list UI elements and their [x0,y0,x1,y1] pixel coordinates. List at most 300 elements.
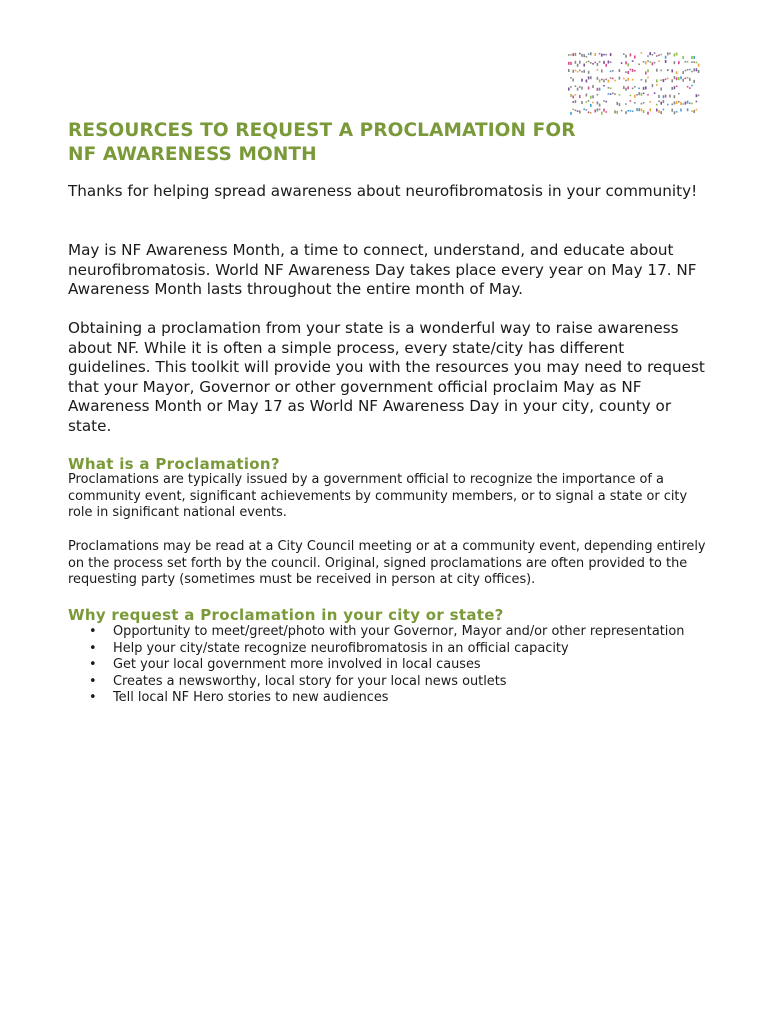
logo-dot [687,61,689,63]
logo-dot [676,53,678,56]
logo-dot [647,55,649,57]
logo-dot [594,53,596,56]
logo-dot [636,108,638,111]
logo-dot [614,110,616,113]
logo-dot [625,88,627,91]
logo-dot [586,109,588,111]
logo-dot [689,69,691,71]
logo-dot [614,93,616,95]
logo-dot [579,110,581,113]
logo-dot [660,79,662,81]
logo-dot [643,87,645,90]
logo-dot [641,103,643,105]
logo-dot [588,100,590,102]
logo-dot [603,109,605,112]
logo-dot [625,80,627,82]
logo-dot [570,54,572,56]
logo-dot [691,110,693,112]
logo-dot [592,102,594,104]
why-request-heading: Why request a Proclamation in your city or state? [68,606,504,624]
logo-dot [678,93,680,95]
logo-dot [579,61,581,64]
logo-dot [575,110,577,112]
logo-dot [605,79,607,81]
logo-dot [674,76,676,79]
page-title [68,119,688,167]
logo-dot [581,54,583,57]
logo-dot [625,111,627,114]
logo-dot [647,69,649,72]
logo-dot [691,85,693,87]
logo-dot [687,108,689,111]
logo-dot [570,94,572,97]
logo-dot [599,88,601,91]
logo-dot [605,54,607,56]
logo-dot [608,61,610,64]
logo-dot [698,95,700,97]
logo-dot [616,102,618,105]
logo-dot [671,109,673,112]
logo-dot [627,71,629,74]
logo-dot [693,80,695,83]
logo-dot [588,87,590,90]
logo-dot [619,94,621,96]
logo-dot [698,70,700,73]
logo-dot [597,77,599,80]
logo-dot [674,95,676,98]
logo-dot [594,62,596,64]
logo-dot [586,61,588,63]
logo-dot [612,70,614,72]
logo-dot [632,111,634,113]
logo-dot [654,92,656,94]
list-item [68,641,688,658]
logo-dot [627,110,629,112]
logo-dot [597,94,599,96]
logo-dot [592,95,594,98]
logo-dot [581,79,583,82]
logo-dot [656,104,658,106]
logo-dot [678,101,680,103]
logo-dot [601,70,603,73]
logo-dot [610,77,612,79]
logo-dot [572,95,574,98]
logo-dot [696,62,698,64]
logo-dot [638,108,640,111]
logo-dot [687,101,689,104]
logo-dot [682,79,684,82]
logo-dot [676,111,678,113]
logo-dot [689,87,691,89]
logo-dot [685,78,687,80]
logo-dot [592,63,594,65]
logo-dot [601,112,603,115]
logo-dot [674,86,676,89]
logo-dot [649,61,651,63]
logo-dot [627,63,629,66]
logo-dot [632,69,634,72]
logo-dot [588,61,590,63]
logo-dot [610,53,612,56]
logo-dot [680,109,682,112]
what-is-proclamation-paragraph-1: Proclamations are typically issued by a government official to recognize the importance of a community event, significant achievements by community members, or to signal a state or city role in significant national events. [68,472,688,521]
logo-dot [685,102,687,105]
logo-dot [590,52,592,55]
logo-dot [579,53,581,55]
logo-dot [641,52,643,54]
logo-dot [643,61,645,63]
logo-dot [678,77,680,80]
logo-dot [586,101,588,103]
logo-dot [612,78,614,80]
logo-dot [623,86,625,89]
logo-dot [671,79,673,82]
logo-dot [660,111,662,114]
logo-dot [674,102,676,105]
logo-dot [572,101,574,103]
logo-dot [665,56,667,59]
logo-dot [641,93,643,96]
what-is-proclamation-heading: What is a Proclamation? [68,455,280,473]
logo-dot [693,61,695,63]
logo-dot [603,79,605,82]
logo-dot [597,108,599,111]
logo-dot [665,60,667,63]
logo-dot [687,86,689,88]
page-title-line-2: NF AWARENESS MONTH [68,144,317,165]
logo-dot [645,72,647,75]
logo-dot [687,69,689,71]
logo-dot [590,112,592,114]
logo-dot [649,101,651,103]
logo-dot [627,78,629,81]
logo-dot [623,53,625,55]
logo-dot [583,64,585,67]
logo-dot [581,87,583,90]
logo-dot [592,85,594,88]
logo-dot [575,100,577,103]
logo-dot [577,64,579,67]
logo-dot [568,62,570,65]
logo-dot [689,78,691,81]
logo-dot [696,68,698,71]
logo-dot [610,61,612,63]
logo-dot [621,110,623,112]
logo-dot [663,100,665,103]
logo-dot [575,70,577,72]
logo-dot [674,61,676,64]
logo-dot [601,54,603,57]
logo-dot [572,109,574,111]
logo-dot [621,62,623,64]
logo-dot [658,95,660,98]
logo-dot [588,112,590,114]
logo-dot [603,100,605,102]
logo-dot [599,61,601,63]
logo-dot [632,60,634,62]
logo-dot [649,52,651,55]
logo-dot [645,79,647,82]
logo-dot [658,60,660,62]
logo-dot [625,103,627,105]
logo-dot [588,53,590,55]
logo-dot [654,62,656,64]
logo-dot [570,86,572,88]
logo-dot [680,102,682,105]
logo-dot [568,54,570,56]
logo-dot [682,56,684,59]
logo-dot [665,79,667,81]
logo-dot [641,108,643,111]
logo-dot [577,71,579,73]
logo-dot [647,112,649,115]
logo-dot [656,69,658,72]
logo-dot [658,101,660,103]
logo-dot [658,110,660,113]
logo-dot [685,61,687,63]
list-item-text: Creates a newsworthy, local story for your local news outlets [113,673,507,689]
logo-dot [665,95,667,98]
logo-dot [590,62,592,64]
logo-dot [597,63,599,66]
logo-dot [583,70,585,73]
logo-dot [597,101,599,104]
logo-dot [682,103,684,105]
logo-dot [667,69,669,71]
logo-dot [645,61,647,64]
logo-dot [619,77,621,80]
logo-dot [577,88,579,91]
logo-dot [658,55,660,57]
logo-dot [647,60,649,62]
logo-dot [678,61,680,64]
list-item [68,674,688,691]
logo-dot [610,93,612,95]
logo-dot [643,93,645,95]
logo-dot [671,69,673,72]
logo-dot [614,80,616,82]
logo-dot [619,103,621,106]
logo-dot [597,88,599,91]
logo-dot [630,100,632,102]
logo-dot [586,80,588,83]
logo-dot [685,70,687,72]
logo-dot [603,61,605,64]
logo-dot [594,110,596,113]
logo-dot [599,104,601,107]
logo-dot [693,110,695,113]
logo-dot [638,92,640,95]
list-item [68,657,688,674]
logo-dot [572,53,574,56]
logo-dot [634,56,636,59]
logo-dot [660,88,662,91]
logo-dot [691,61,693,63]
logo-dot [691,71,693,73]
logo-dot [689,103,691,105]
logo-dot [634,95,636,98]
logo-dot [676,77,678,80]
what-is-proclamation-paragraph-2: Proclamations may be read at a City Council meeting or at a community event, depending entirely on the process set forth by the council. Original, signed proclamations are often provided to the requesting party (sometimes must be received in person at city offices). [68,539,706,588]
bullet-icon: • [89,657,97,673]
list-item-text: Opportunity to meet/greet/photo with your Governor, Mayor and/or other representation [113,624,685,639]
logo-dot [630,95,632,97]
logo-dot [605,111,607,113]
logo-dot [656,84,658,86]
logo-dot [638,88,640,90]
intro-paragraph-3: Obtaining a proclamation from your state is a wonderful way to raise awareness about NF. While it is often a simple process, every state/city has different guidelines. This toolkit will provide you with the resources you may need to request that your Mayor, Governor or other government official proclaim May as NF Awareness Month or May 17 as World NF Awareness Day in your city, county or state. [68,319,705,435]
logo-dot [579,70,581,72]
logo-dot [691,103,693,105]
logo-dot [656,109,658,112]
logo-dot [674,54,676,57]
list-item-text: Tell local NF Hero stories to new audiences [113,690,389,706]
logo-dot [630,53,632,56]
logo-dot [652,54,654,56]
list-item [68,690,688,707]
logo-dot [647,94,649,96]
logo-dot [581,71,583,73]
logo-dot [632,79,634,81]
logo-dot [663,79,665,82]
logo-dot [586,56,588,58]
logo-dot [612,92,614,94]
logo-dot [687,77,689,79]
logo-dot [656,79,658,82]
logo-dot [568,88,570,91]
logo-dot [610,71,612,73]
logo-dot [570,112,572,115]
bullet-icon: • [89,640,97,656]
logo-dot [656,55,658,57]
logo-dot [619,69,621,72]
logo-dot [590,104,592,107]
logo-dot [676,71,678,74]
logo-dot [680,76,682,79]
logo-dot [583,109,585,111]
logo-dot [667,52,669,55]
logo-dot [667,104,669,106]
logo-dot [625,61,627,64]
intro-paragraph-1: Thanks for helping spread awareness about neurofibromatosis in your community! [68,182,698,200]
logo-dot [671,87,673,90]
logo-dot [597,69,599,71]
logo-dot [605,64,607,67]
logo-dot [654,52,656,54]
logo-dot [610,88,612,90]
logo-dot [649,108,651,111]
logo-dot [575,53,577,56]
logo-dot [588,71,590,74]
logo-dot [605,101,607,103]
logo-dot [572,70,574,73]
logo-dot [575,94,577,96]
logo-dot [603,85,605,87]
logo-dot [577,110,579,112]
logo-dot [660,70,662,72]
logo-dot [671,104,673,106]
logo-dot [590,96,592,99]
logo-dot [603,54,605,56]
logo-dot [638,64,640,66]
logo-dot [630,110,632,112]
logo-dot [583,54,585,57]
logo-dot [588,76,590,79]
logo-dot [616,111,618,114]
logo-dot [660,54,662,56]
logo-dot [608,93,610,95]
logo-dot [634,86,636,88]
intro-paragraph-2: May is NF Awareness Month, a time to connect, understand, and educate about neurofibromatosis. World NF Awareness Day takes place every year on May 17. NF Awareness Month lasts throughout the entire month of May. [68,241,697,299]
logo-dot [608,80,610,83]
logo-dot [643,110,645,113]
logo-dot [641,79,643,81]
logo-dot [568,69,570,72]
logo-dot [608,87,610,89]
logo-dot [570,77,572,79]
logo-dot [669,53,671,55]
organization-logo-icon [566,48,702,116]
logo-dot [698,64,700,67]
logo-dot [625,71,627,73]
logo-dot [630,69,632,71]
why-request-list [68,624,688,707]
logo-dot [586,94,588,97]
logo-dot [570,62,572,65]
logo-dot [575,61,577,64]
page-title-line-1: RESOURCES TO REQUEST A PROCLAMATION FOR [68,120,576,141]
logo-dot [693,68,695,71]
logo-dot [599,53,601,55]
logo-dot [645,86,647,89]
logo-dot [575,85,577,87]
logo-dot [590,76,592,79]
logo-dot [660,102,662,105]
logo-dot [682,71,684,74]
bullet-icon: • [89,690,97,706]
logo-dot [693,56,695,59]
logo-dot [696,101,698,103]
logo-dot [634,102,636,104]
logo-dot [627,86,629,89]
logo-dot [667,78,669,80]
logo-dot [663,109,665,111]
logo-dot [674,111,676,114]
logo-dot [579,95,581,98]
logo-dot [636,94,638,96]
logo-dot [601,79,603,81]
bullet-icon: • [89,673,97,689]
logo-dot [663,95,665,98]
logo-dot [632,88,634,90]
list-item-text: Help your city/state recognize neurofibromatosis in an official capacity [113,640,569,656]
logo-dot [691,56,693,59]
logo-dot [669,95,671,98]
logo-dot [625,55,627,58]
logo-dot [572,79,574,82]
logo-dot [643,102,645,104]
logo-dot [696,94,698,97]
logo-dot [652,84,654,87]
logo-dot [623,78,625,80]
list-item-text: Get your local government more involved in local causes [113,657,481,673]
logo-dot [579,86,581,88]
logo-dot [676,101,678,104]
list-item [68,624,688,641]
logo-dot [581,101,583,104]
logo-dot [652,62,654,65]
logo-dot [676,86,678,88]
